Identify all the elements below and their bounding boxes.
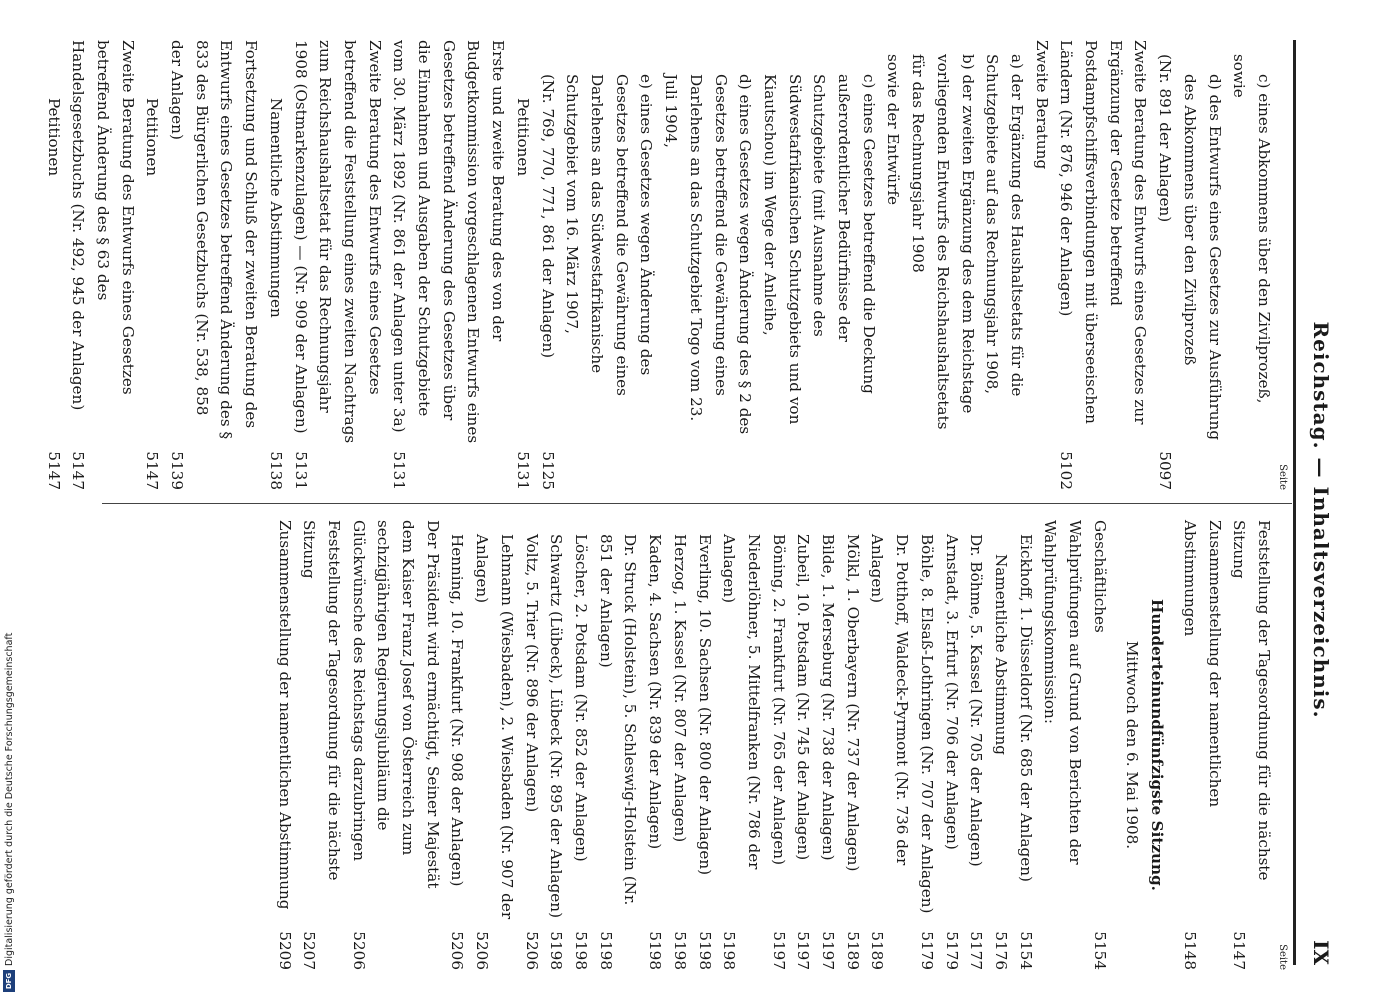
toc-entry-page: 5198 (720, 931, 739, 970)
page-header (1302, 40, 1340, 965)
toc-entry-text: Everling, 10. Sachsen (Nr. 800 der Anlagen) (695, 534, 714, 876)
toc-entry-text: Wahlprüfungen auf Grund von Berichten der Wahlprüfungskommission: (1041, 520, 1085, 865)
toc-entry (667, 520, 692, 970)
toc-entry-text: d) eines Gesetzes wegen Änderung des § 2 des Gesetzes betreffend die Gewährung eines Darlehens an das Schutzgebiet Togo vom 23. Juli 1904, (662, 74, 755, 435)
footer-text: Digitalisierung gefördert durch die Deutsche Forschungsgemeinschaft (3, 632, 15, 966)
toc-entry-page: 5209 (275, 931, 294, 970)
rotated-content (40, 0, 1340, 1000)
toc-entry-text: Feststellung der Tagesordnung für die nächste Sitzung (1230, 520, 1273, 881)
toc-entry-text: Niederlöhner, 5. Mittelfranken (Nr. 786 der Anlagen) (720, 534, 763, 870)
column-divider (102, 503, 1292, 504)
page-number: IX (1309, 940, 1333, 965)
toc-entry-page: 5206 (448, 931, 467, 970)
toc-entry-page: 5131 (390, 451, 409, 490)
toc-entry-page: 5102 (1057, 451, 1076, 490)
toc-entry (757, 40, 881, 490)
toc-entry-text: sowie (1230, 54, 1249, 98)
toc-entry-page: 5198 (695, 931, 714, 970)
toc-entry-text: e) eines Gesetzes wegen Änderung des Gesetzes betreffend die Gewährung eines Darlehens an das Südwestafrikanische Schutzgebiet vom 16. März 1907, (563, 74, 656, 396)
toc-entry (288, 40, 387, 490)
right-top-entries (1177, 520, 1276, 970)
toc-entry-text: Namentliche Abstimmung (991, 554, 1010, 755)
toc-entry-text: Zweite Beratung des Entwurfs eines Gesetzes betreffend Änderung des § 63 des Handelsgesetzbuchs (Nr. 492, 945 der Anlagen) (69, 40, 137, 411)
toc-entry-text: Namentliche Abstimmungen (266, 98, 285, 318)
left-entries (41, 40, 1276, 490)
left-column (41, 40, 1288, 490)
toc-entry (164, 40, 263, 490)
toc-entry (560, 40, 659, 490)
toc-entry (980, 40, 1029, 490)
toc-entry-page: 5154 (1090, 931, 1109, 970)
toc-entry-text: a) der Ergänzung des Haushaltsetats für die Schutzgebiete auf das Rechnungsjahr 1908, (983, 54, 1026, 397)
toc-entry-text: Feststellung der Tagesordnung für die nächste Sitzung (300, 520, 343, 881)
seite-label: Seite (1277, 464, 1288, 490)
toc-entry-text: Böning, 2. Frankfurt (Nr. 765 der Anlagen) (769, 534, 788, 866)
toc-entry-text: Petitionen (143, 98, 162, 177)
toc-entry (568, 520, 593, 970)
toc-entry (1177, 520, 1226, 970)
toc-entry-text: Arnstadt, 3. Erfurt (Nr. 706 der Anlagen) (942, 534, 961, 850)
toc-entry-text: sowie der Entwürfe (884, 54, 903, 206)
toc-entry (766, 520, 791, 970)
toc-entry (1013, 520, 1038, 970)
toc-entry-page: 5148 (1180, 931, 1199, 970)
toc-entry-page: 5189 (843, 931, 862, 970)
toc-entry (988, 520, 1013, 970)
toc-entry-page: 5198 (670, 931, 689, 970)
toc-entry-text: Lehmann (Wiesbaden), 2. Wiesbaden (Nr. 907 der Anlagen) (473, 534, 516, 920)
toc-entry-page: 5197 (819, 931, 838, 970)
toc-entry-page: 5189 (868, 931, 887, 970)
toc-entry (1152, 40, 1177, 490)
toc-entry (263, 40, 288, 490)
toc-entry (1038, 520, 1087, 970)
toc-entry-page: 5206 (522, 931, 541, 970)
toc-entry (535, 40, 560, 490)
right-column (272, 520, 1288, 970)
toc-entry (1177, 40, 1226, 490)
toc-entry-text: Zweite Beratung (1032, 40, 1051, 170)
toc-entry (519, 520, 544, 970)
toc-entry-text: Zweite Beratung des Entwurfs eines Gesetzes zur Ergänzung der Gesetze betreffend Postdampfschiffsverbindungen mit überseeischen Ländern (Nr. 876, 946 der Anlagen) (1057, 40, 1150, 425)
toc-entry-text: Mölkl, 1. Oberbayern (Nr. 737 der Anlagen) (843, 534, 862, 872)
toc-entry (1251, 40, 1276, 490)
toc-entry-text: c) eines Abkommens über den Zivilprozeß, (1255, 74, 1273, 404)
seite-label-right: Seite (1277, 944, 1288, 970)
toc-entry (510, 40, 535, 490)
toc-entry-text: Henning, 10. Frankfurt (Nr. 908 der Anlagen) (448, 534, 467, 887)
toc-entry-text: Zubeil, 10. Potsdam (Nr. 745 der Anlagen) (794, 534, 813, 861)
toc-entry (881, 40, 906, 490)
toc-entry-text: Löscher, 2. Potsdam (Nr. 852 der Anlagen) (572, 534, 591, 862)
toc-entry-page: 5177 (967, 931, 986, 970)
toc-entry-text: Petitionen (44, 98, 63, 177)
toc-entry-page: 5154 (1016, 931, 1035, 970)
toc-entry (914, 520, 939, 970)
toc-entry-page: 5125 (538, 451, 557, 490)
toc-entry-text: Dr. Böhme, 5. Kassel (Nr. 705 der Anlagen) (967, 534, 986, 867)
toc-entry-text: Petitionen (513, 98, 532, 177)
toc-entry (717, 520, 766, 970)
toc-entry (387, 40, 511, 490)
toc-entry-page: 5147 (1230, 931, 1249, 970)
toc-entry-page: 5197 (769, 931, 788, 970)
toc-entry-text: Der Präsident wird ermächtigt, Seiner Majestät dem Kaiser Franz Josef von Österreich zum sechzigjährigen Regierungsjubiläum die Glückwünsche des Reichstags darzubringen (349, 520, 442, 889)
toc-entry (658, 40, 757, 490)
toc-entry (815, 520, 840, 970)
toc-entry (840, 520, 865, 970)
toc-entry-page: 5198 (596, 931, 615, 970)
toc-entry-text: Dr. Struck (Holstein), 5. Schleswig-Holstein (Nr. 851 der Anlagen) (596, 534, 640, 906)
toc-entry (346, 520, 445, 970)
toc-entry-text: Bilde, 1. Merseburg (Nr. 738 der Anlagen) (819, 534, 838, 861)
toc-entry (1227, 520, 1276, 970)
toc-entry-page: 5198 (646, 931, 665, 970)
toc-entry-page: 5198 (547, 931, 566, 970)
toc-entry (1087, 520, 1112, 970)
toc-entry-page: 5139 (168, 451, 187, 490)
toc-entry (1029, 40, 1054, 490)
toc-entry-page: 5179 (917, 931, 936, 970)
toc-entry-text: c) eines Gesetzes betreffend die Deckung außerordentlicher Bedürfnisse der Schutzgebiete (mit Ausnahme des Südwestafrikanischen Schutzgebiets und von Kiautschou) im Wege der Anleihe, (760, 74, 878, 425)
toc-entry-text: (Nr. 769, 770, 771, 861 der Anlagen) (538, 74, 557, 359)
toc-entry (41, 40, 66, 490)
session-title: Hunderteinundfünfzigste Sitzung. (1148, 599, 1167, 891)
toc-entry (692, 520, 717, 970)
toc-entry-text: Zweite Beratung des Entwurfs eines Gesetzes betreffend die Feststellung eines zweiten Nachtrags zum Reichshaushaltsetat für das Rechnungsjahr 1908 (Ostmarkenzulagen) — (Nr. 909 der Anlagen) (291, 40, 384, 444)
toc-entry-text: Zusammenstellung der namentlichen Abstimmungen (1180, 520, 1224, 808)
toc-entry-page: 5197 (794, 931, 813, 970)
toc-entry-page: 5206 (473, 931, 492, 970)
toc-entry-text: Voltz, 5. Trier (Nr. 896 der Anlagen) (522, 534, 541, 813)
toc-entry-text: Zusammenstellung der namentlichen Abstimmung (275, 520, 294, 910)
toc-entry-page: 5207 (300, 931, 319, 970)
toc-entry (939, 520, 964, 970)
toc-entry-page: 5147 (69, 451, 88, 490)
toc-entry (272, 520, 297, 970)
toc-entry-page: 5147 (44, 451, 63, 490)
toc-entry-text: b) der zweiten Ergänzung des dem Reichstage vorliegenden Entwurfs des Reichshaushaltsetats für das Rechnungsjahr 1908 (909, 54, 977, 430)
toc-entry-text: Böhle, 8. Elsaß-Lothringen (Nr. 707 der Anlagen) (917, 534, 936, 914)
toc-entry-page: 5198 (572, 931, 591, 970)
dfg-logo: DFG (3, 970, 15, 992)
page-title: Reichstag. — Inhaltsverzeichnis. (1309, 321, 1333, 719)
toc-entry (905, 40, 979, 490)
toc-entry-text: Erste und zweite Beratung des von der Budgetkommission vorgeschlagenen Entwurfs eines Gesetzes betreffend Änderung des Gesetzes über die Einnahmen und Ausgaben der Schutzgebiete vom 30. März 1892 (Nr. 861 der Anlagen unter 3a) (390, 40, 508, 444)
toc-entry-text: Fortsetzung und Schluß der zweiten Beratung des Entwurfs eines Gesetzes betreffend Änderung des § 833 des Bürgerlichen Gesetzbuchs (Nr. 538, 858 der Anlagen) (168, 40, 261, 440)
toc-entry-page: 5176 (991, 931, 1010, 970)
toc-entry-page: 5097 (1156, 451, 1175, 490)
toc-entry (865, 520, 914, 970)
toc-entry-text: (Nr. 891 der Anlagen) (1156, 54, 1175, 223)
toc-entry-text: Dr. Potthoff, Waldeck-Pyrmont (Nr. 736 der Anlagen) (868, 534, 912, 866)
toc-entry-page: 5138 (266, 451, 285, 490)
toc-entry (140, 40, 165, 490)
toc-entry-page: 5206 (349, 931, 368, 970)
toc-entry (66, 40, 140, 490)
right-entries (272, 520, 1112, 970)
toc-entry-page: 5147 (143, 451, 162, 490)
toc-entry-page: 5179 (942, 931, 961, 970)
toc-entry-page: 5131 (513, 451, 532, 490)
header-rule (1293, 40, 1296, 965)
toc-entry-text: Herzog, 1. Kassel (Nr. 807 der Anlagen) (670, 534, 689, 843)
toc-entry (297, 520, 346, 970)
toc-entry-text: Geschäftliches (1090, 520, 1109, 633)
toc-entry (791, 520, 816, 970)
toc-entry (544, 520, 569, 970)
toc-entry (1054, 40, 1153, 490)
toc-entry (964, 520, 989, 970)
toc-entry-text: Kaden, 4. Sachsen (Nr. 839 der Anlagen) (646, 534, 665, 850)
toc-entry (593, 520, 642, 970)
toc-entry (642, 520, 667, 970)
footer-credit (0, 0, 18, 1000)
toc-entry-text: Eickhoff, 1. Düsseldorf (Nr. 685 der Anlagen) (1016, 534, 1035, 882)
toc-entry (470, 520, 519, 970)
toc-entry-page: 5131 (291, 451, 310, 490)
session-date: Mittwoch den 6. Mai 1908. (1123, 640, 1142, 850)
toc-entry-text: d) des Entwurfs eines Gesetzes zur Ausführung des Abkommens über den Zivilprozeß (1180, 74, 1224, 441)
toc-entry-text: Schwartz (Lübeck), Lübeck (Nr. 895 der Anlagen) (547, 534, 566, 918)
toc-entry (1227, 40, 1252, 490)
toc-entry (445, 520, 470, 970)
